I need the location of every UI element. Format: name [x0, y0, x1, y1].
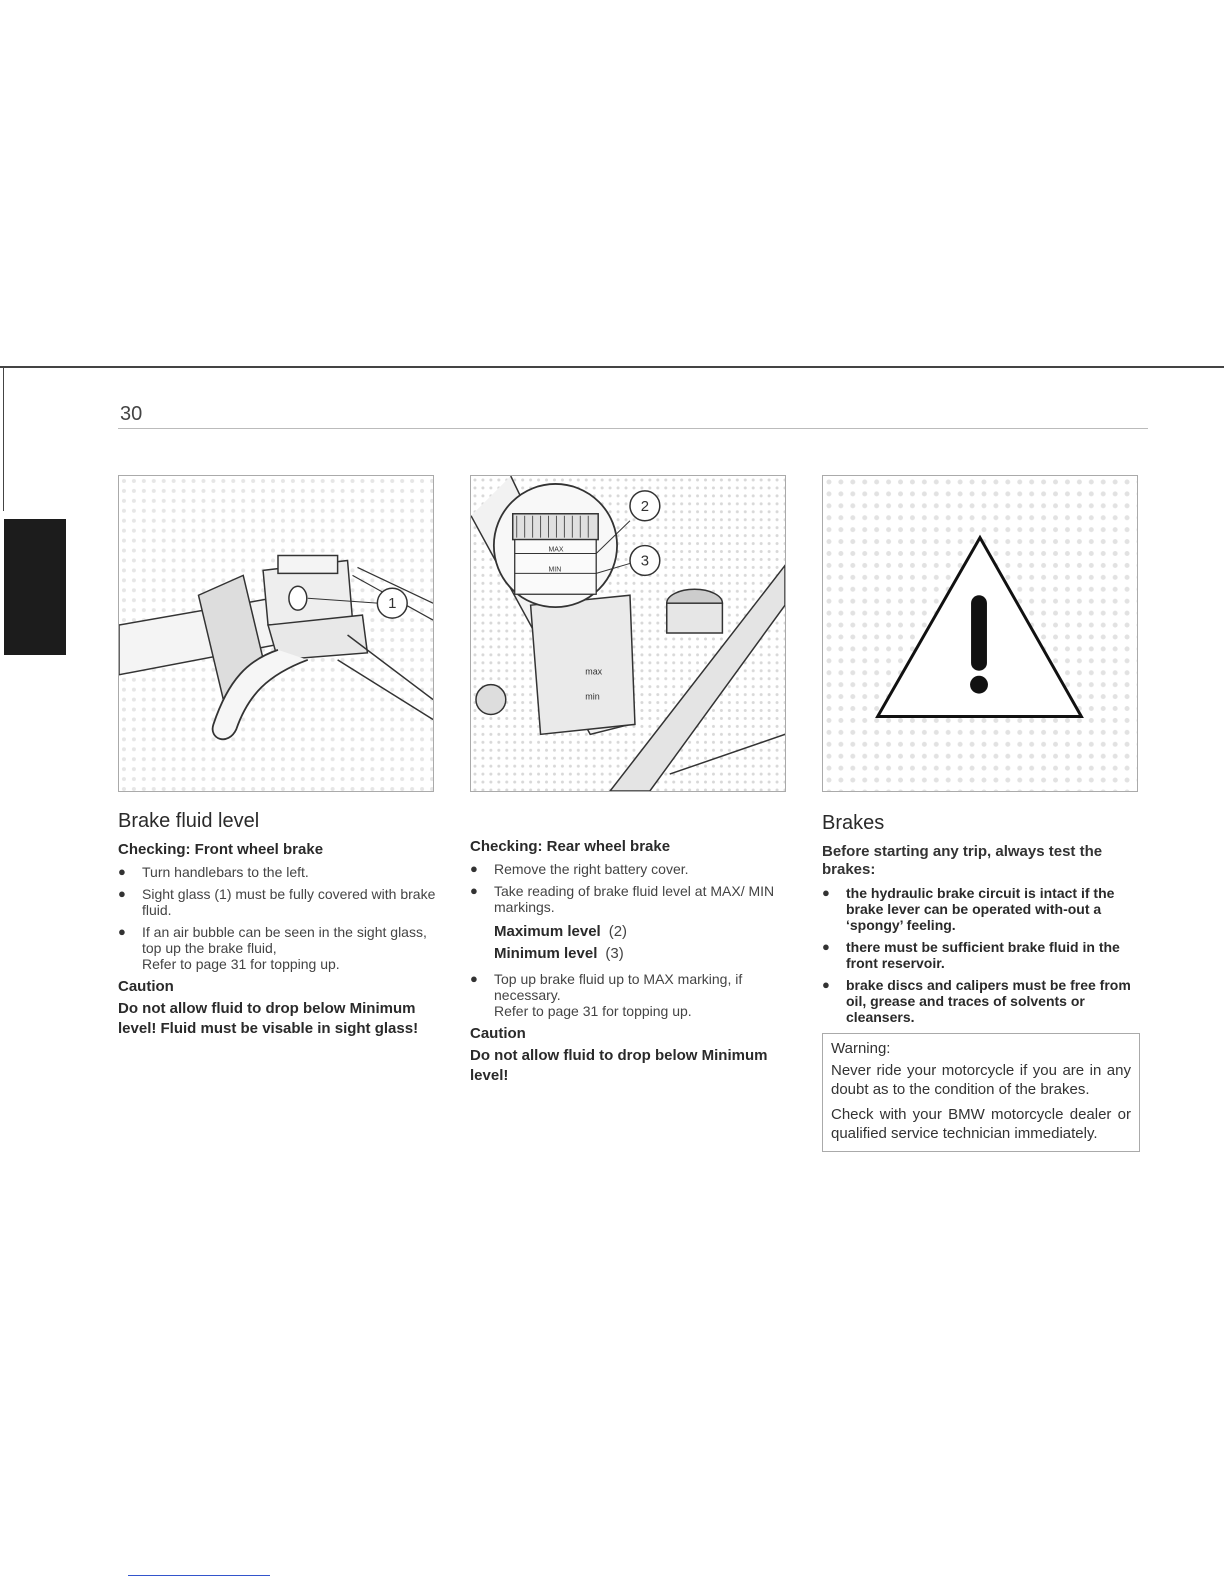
- caution-title: Caution: [470, 1025, 526, 1042]
- page-number: 30: [120, 403, 143, 425]
- label-min: MIN: [548, 566, 562, 574]
- warning-text: Never ride your motorcycle if you are in any doubt as to the condition of the brakes.: [831, 1062, 1131, 1098]
- section-title-brake-fluid: Brake fluid level: [118, 810, 260, 832]
- figure-front-brake-reservoir: [118, 475, 434, 792]
- left-border-rule: [3, 366, 4, 511]
- column-rear-brake: [470, 838, 792, 1086]
- brakes-intro: Before starting any trip, always test the brakes:: [822, 843, 1103, 878]
- figure-rear-brake-reservoir: [470, 475, 786, 792]
- section-title-brakes: Brakes: [822, 812, 885, 834]
- caution-text: Do not allow fluid to drop below Minimum level! Fluid must be visable in sight glass!: [118, 1000, 419, 1037]
- label-max: MAX: [548, 546, 564, 554]
- column-brakes: [822, 812, 1144, 1152]
- list-item: ● Remove the right battery cover.: [470, 861, 689, 877]
- maximum-level: Maximum level (2): [494, 923, 628, 940]
- front-reservoir-illustration: [119, 476, 433, 791]
- minimum-level: Minimum level (3): [494, 945, 624, 962]
- top-border-rule: [0, 366, 1224, 368]
- warning-triangle-icon: [823, 476, 1137, 791]
- list-item: ● there must be sufficient brake fluid in the front reservoir.: [822, 939, 1120, 971]
- caution-text: Do not allow fluid to drop below Minimum level!: [470, 1047, 768, 1084]
- label-max-lower: max: [585, 666, 603, 677]
- list-item: ● If an air bubble can be seen in the sight glass, top up the brake fluid, Refer to page 31 for topping up.: [118, 924, 427, 972]
- warning-text: Check with your BMW motorcycle dealer or qualified service technician immediately.: [831, 1106, 1131, 1142]
- list-item: ● Take reading of brake fluid level at MAX/ MIN markings.: [470, 883, 775, 915]
- list-item: ● the hydraulic brake circuit is intact if the brake lever can be operated with-out a ‘spongy’ feeling.: [822, 885, 1115, 933]
- warning-title: Warning:: [831, 1040, 891, 1057]
- column-front-brake: [118, 810, 440, 1039]
- subtitle-rear-brake: Checking: Rear wheel brake: [470, 838, 671, 855]
- caution-title: Caution: [118, 978, 174, 995]
- label-min-lower: min: [585, 691, 600, 702]
- rear-reservoir-illustration: [471, 476, 785, 791]
- rear-brake-steps: [470, 861, 792, 915]
- footer-link-rule: [128, 1575, 270, 1576]
- figure-warning: [822, 475, 1138, 792]
- callout-2: 2: [640, 498, 650, 515]
- list-item: ● Turn handlebars to the left.: [118, 864, 309, 880]
- section-thumb-tab: [4, 519, 66, 655]
- list-item: ● Sight glass (1) must be fully covered with brake fluid.: [118, 886, 436, 918]
- warning-box: [822, 1033, 1140, 1152]
- front-brake-steps: [118, 864, 440, 972]
- brakes-checklist: [822, 885, 1144, 1025]
- callout-1: 1: [388, 596, 397, 613]
- callout-3: 3: [640, 553, 650, 570]
- subtitle-front-brake: Checking: Front wheel brake: [118, 841, 324, 858]
- list-item: ● Top up brake fluid up to MAX marking, if necessary. Refer to page 31 for topping up.: [470, 971, 743, 1019]
- list-item: ● brake discs and calipers must be free from oil, grease and traces of solvents or cleansers.: [822, 977, 1131, 1025]
- rear-brake-steps-2: [470, 971, 792, 1019]
- header-rule: [118, 428, 1148, 429]
